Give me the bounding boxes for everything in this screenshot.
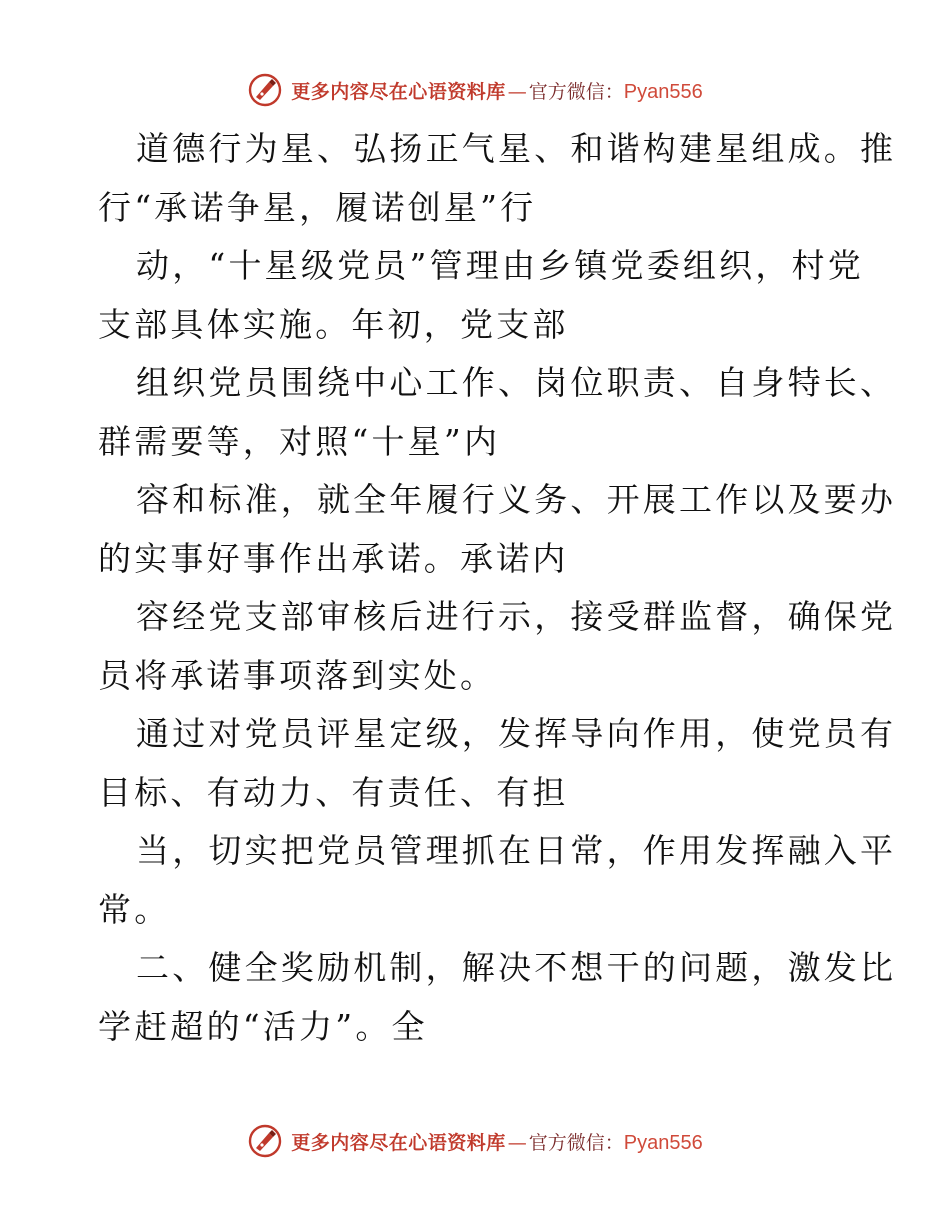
header-banner <box>0 70 950 110</box>
header-dash: — <box>507 80 527 103</box>
text-line: 行“承诺争星，履诺创星”行 <box>98 187 537 227</box>
text-line: 通过对党员评星定级，发挥导向作用，使党员有 <box>136 714 897 753</box>
text-line: 员将承诺事项落到实处。 <box>98 655 497 695</box>
text-line: 的实事好事作出承诺。承诺内 <box>98 538 569 578</box>
document-body <box>98 120 897 1056</box>
pen-nib-logo-icon <box>247 72 283 108</box>
text-line: 目标、有动力、有责任、有担 <box>98 772 569 812</box>
footer-banner <box>0 1121 950 1161</box>
header-text <box>291 77 703 104</box>
footer-contact: Pyan556 <box>623 1131 703 1154</box>
text-line: 道德行为星、弘扬正气星、和谐构建星组成。推 <box>136 129 897 168</box>
header-brand: 更多内容尽在心语资料库 <box>291 80 506 103</box>
footer-official-label: 官方微信： <box>528 1131 624 1154</box>
text-line: 支部具体实施。年初，党支部 <box>98 304 569 344</box>
text-line: 动，“十星级党员”管理由乡镇党委组织，村党 <box>136 246 864 285</box>
text-line: 组织党员围绕中心工作、岗位职责、自身特长、 <box>136 363 897 402</box>
footer-text <box>291 1128 703 1155</box>
text-line: 容经党支部审核后进行示，接受群监督，确保党 <box>136 597 897 636</box>
footer-dash: — <box>507 1131 527 1154</box>
header-official-label: 官方微信： <box>528 80 624 103</box>
text-line: 群需要等，对照“十星”内 <box>98 421 501 461</box>
text-line: 常。 <box>98 889 171 929</box>
text-line: 容和标准，就全年履行义务、开展工作以及要办 <box>136 480 897 519</box>
text-line: 学赶超的“活力”。全 <box>98 1006 428 1046</box>
pen-nib-logo-icon <box>247 1123 283 1159</box>
header-contact: Pyan556 <box>623 80 703 103</box>
text-line: 二、健全奖励机制，解决不想干的问题，激发比 <box>136 948 897 987</box>
text-line: 当，切实把党员管理抓在日常，作用发挥融入平 <box>136 831 897 870</box>
footer-brand: 更多内容尽在心语资料库 <box>291 1131 506 1154</box>
